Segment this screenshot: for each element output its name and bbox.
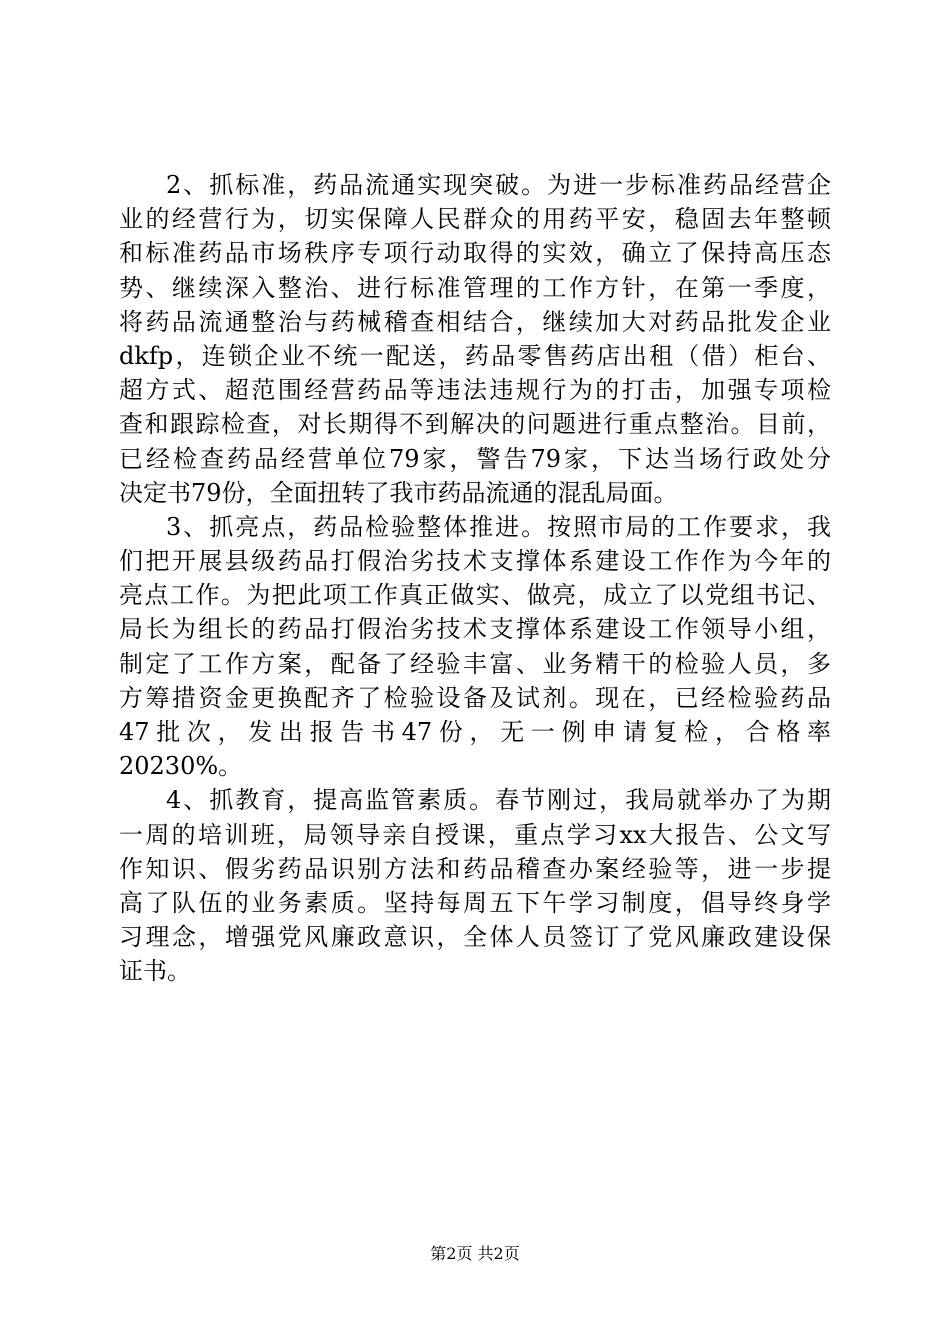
text-line: 一周的培训班，局领导亲自授课，重点学习xx大报告、公文写 <box>119 820 831 849</box>
text-line: 局长为组长的药品打假治劣技术支撑体系建设工作领导小组， <box>119 615 831 644</box>
page-number-label: 第2页 共2页 <box>430 1244 520 1263</box>
text-line: 势、继续深入整治、进行标准管理的工作方针，在第一季度， <box>119 273 831 302</box>
text-line: 作知识、假劣药品识别方法和药品稽查办案经验等，进一步提 <box>119 854 831 883</box>
page-footer <box>0 1244 950 1264</box>
text-line: 和标准药品市场秩序专项行动取得的实效，确立了保持高压态 <box>119 239 831 268</box>
paragraph-education <box>119 783 831 988</box>
document-body <box>119 168 831 989</box>
text-line: 已经检查药品经营单位79家，警告79家，下达当场行政处分 <box>119 444 831 473</box>
text-line: 方筹措资金更换配齐了检验设备及试剂。现在，已经检验药品 <box>119 683 831 712</box>
paragraph-highlights <box>119 510 831 784</box>
text-line: 20230%。 <box>119 752 243 781</box>
text-line: 47批次，发出报告书47份，无一例申请复检，合格率 <box>119 718 831 746</box>
text-line: 2、抓标准，药品流通实现突破。为进一步标准药品经营企 <box>166 171 831 199</box>
paragraph-standards <box>119 168 831 510</box>
text-line: 4、抓教育，提高监管素质。春节刚过，我局就举办了为期 <box>166 786 831 815</box>
text-line: 亮点工作。为把此项工作真正做实、做亮，成立了以党组书记、 <box>119 581 831 610</box>
text-line: 证书。 <box>119 957 191 986</box>
text-line: 决定书79份，全面扭转了我市药品流通的混乱局面。 <box>119 478 678 507</box>
text-line: 查和跟踪检查，对长期得不到解决的问题进行重点整治。目前， <box>119 410 831 439</box>
text-line: 超方式、超范围经营药品等违法违规行为的打击，加强专项检 <box>119 376 831 405</box>
text-line: 业的经营行为，切实保障人民群众的用药平安，稳固去年整顿 <box>119 205 831 234</box>
text-line: 3、抓亮点，药品检验整体推进。按照市局的工作要求，我 <box>166 512 831 541</box>
text-line: 将药品流通整治与药械稽查相结合，继续加大对药品批发企业 <box>119 307 831 336</box>
text-line: dkfp，连锁企业不统一配送，药品零售药店出租（借）柜台、 <box>119 341 831 370</box>
text-line: 高了队伍的业务素质。坚持每周五下午学习制度，倡导终身学 <box>119 888 831 917</box>
text-line: 们把开展县级药品打假治劣技术支撑体系建设工作作为今年的 <box>119 547 831 576</box>
text-line: 制定了工作方案，配备了经验丰富、业务精干的检验人员，多 <box>119 649 831 678</box>
text-line: 习理念，增强党风廉政意识，全体人员签订了党风廉政建设保 <box>119 923 831 952</box>
